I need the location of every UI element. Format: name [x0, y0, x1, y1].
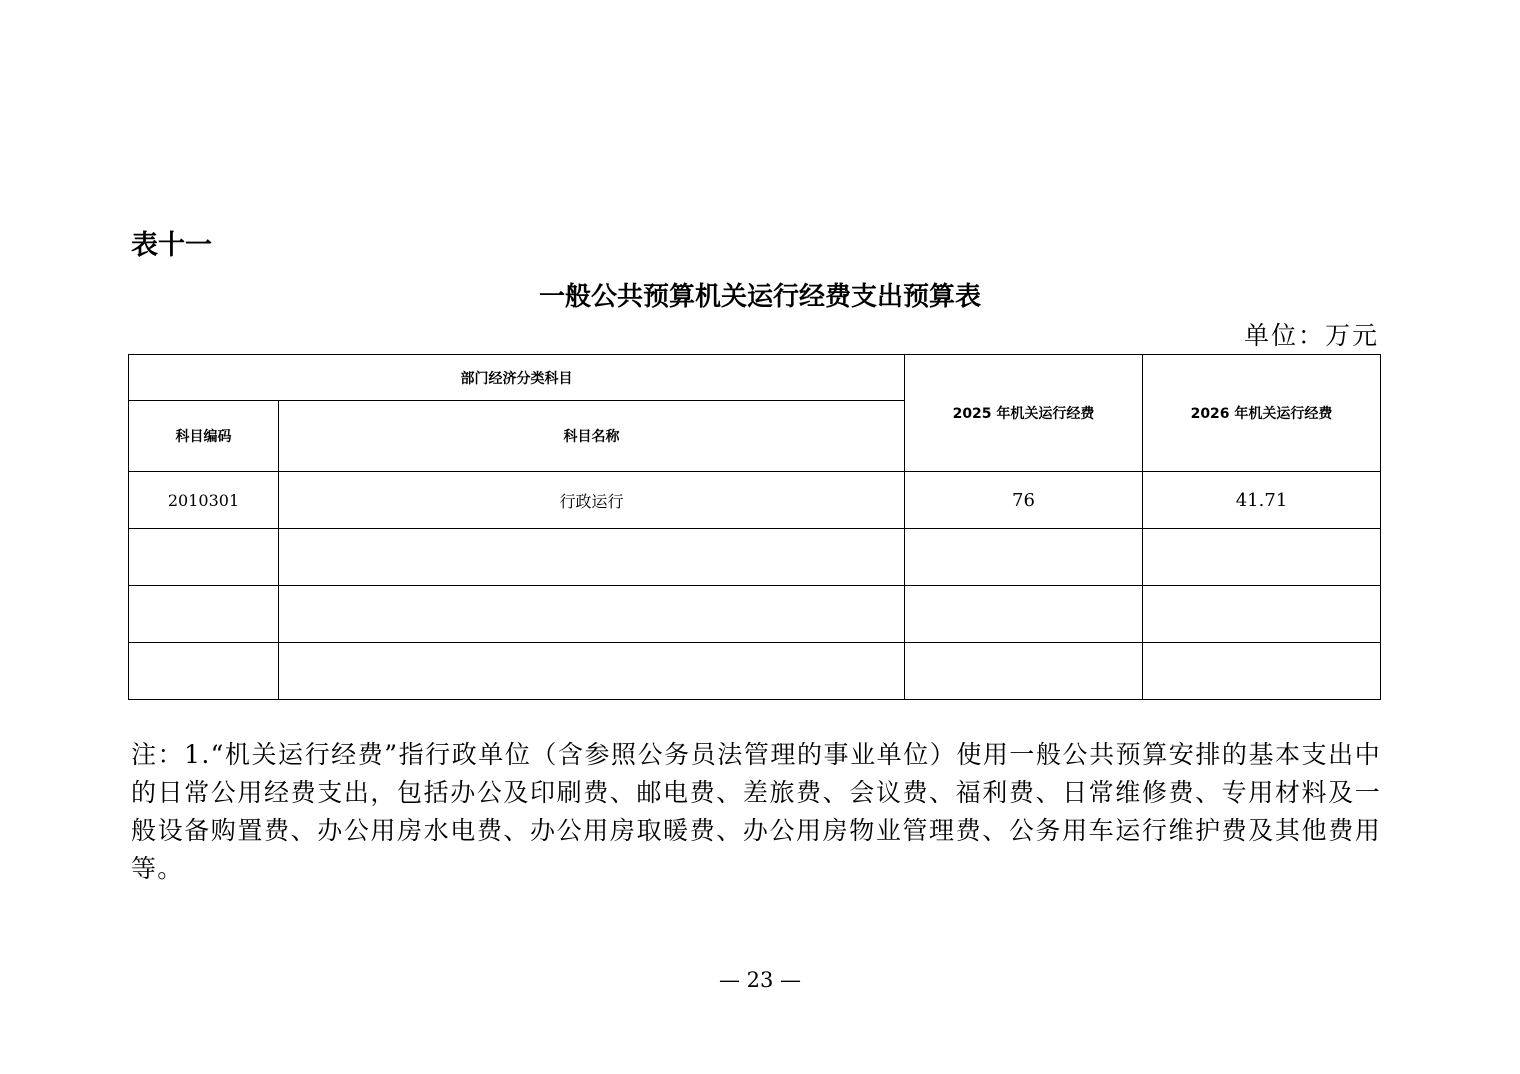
header-2026-expense: 2026 年机关运行经费: [1143, 355, 1381, 472]
cell-name: [279, 643, 905, 700]
header-item-code: 科目编码: [129, 401, 279, 472]
budget-table: [128, 354, 1381, 700]
cell-2025: 76: [905, 472, 1143, 529]
cell-code: [129, 586, 279, 643]
cell-2026: [1143, 586, 1381, 643]
cell-2026: [1143, 529, 1381, 586]
table-header-row-group: [129, 355, 1381, 401]
cell-2025: [905, 643, 1143, 700]
header-2025-expense: 2025 年机关运行经费: [905, 355, 1143, 472]
cell-name: 行政运行: [279, 472, 905, 529]
cell-2025: [905, 586, 1143, 643]
table-row: [129, 529, 1381, 586]
unit-label: 单位：万元: [1243, 321, 1379, 350]
cell-name: [279, 586, 905, 643]
cell-name: [279, 529, 905, 586]
page-title: 一般公共预算机关运行经费支出预算表: [538, 282, 981, 312]
cell-code: 2010301: [129, 472, 279, 529]
cell-code: [129, 529, 279, 586]
cell-code: [129, 643, 279, 700]
header-econ-category: 部门经济分类科目: [129, 355, 905, 401]
page-number: — 23 —: [718, 968, 802, 992]
table-label: 表十一: [131, 230, 212, 261]
table-row: [129, 643, 1381, 700]
footnote: 注：1.“机关运行经费”指行政单位（含参照公务员法管理的事业单位）使用一般公共预算安排的基本支出中的日常公用经费支出，包括办公及印刷费、邮电费、差旅费、会议费、福利费、日常维修费、专用材料及一般设备购置费、办公用房水电费、办公用房取暖费、办公用房物业管理费、公务用车运行维护费及其他费用等。: [131, 740, 1381, 883]
table-row: [129, 472, 1381, 529]
cell-2026: 41.71: [1143, 472, 1381, 529]
cell-2025: [905, 529, 1143, 586]
table-row: [129, 586, 1381, 643]
header-item-name: 科目名称: [279, 401, 905, 472]
cell-2026: [1143, 643, 1381, 700]
